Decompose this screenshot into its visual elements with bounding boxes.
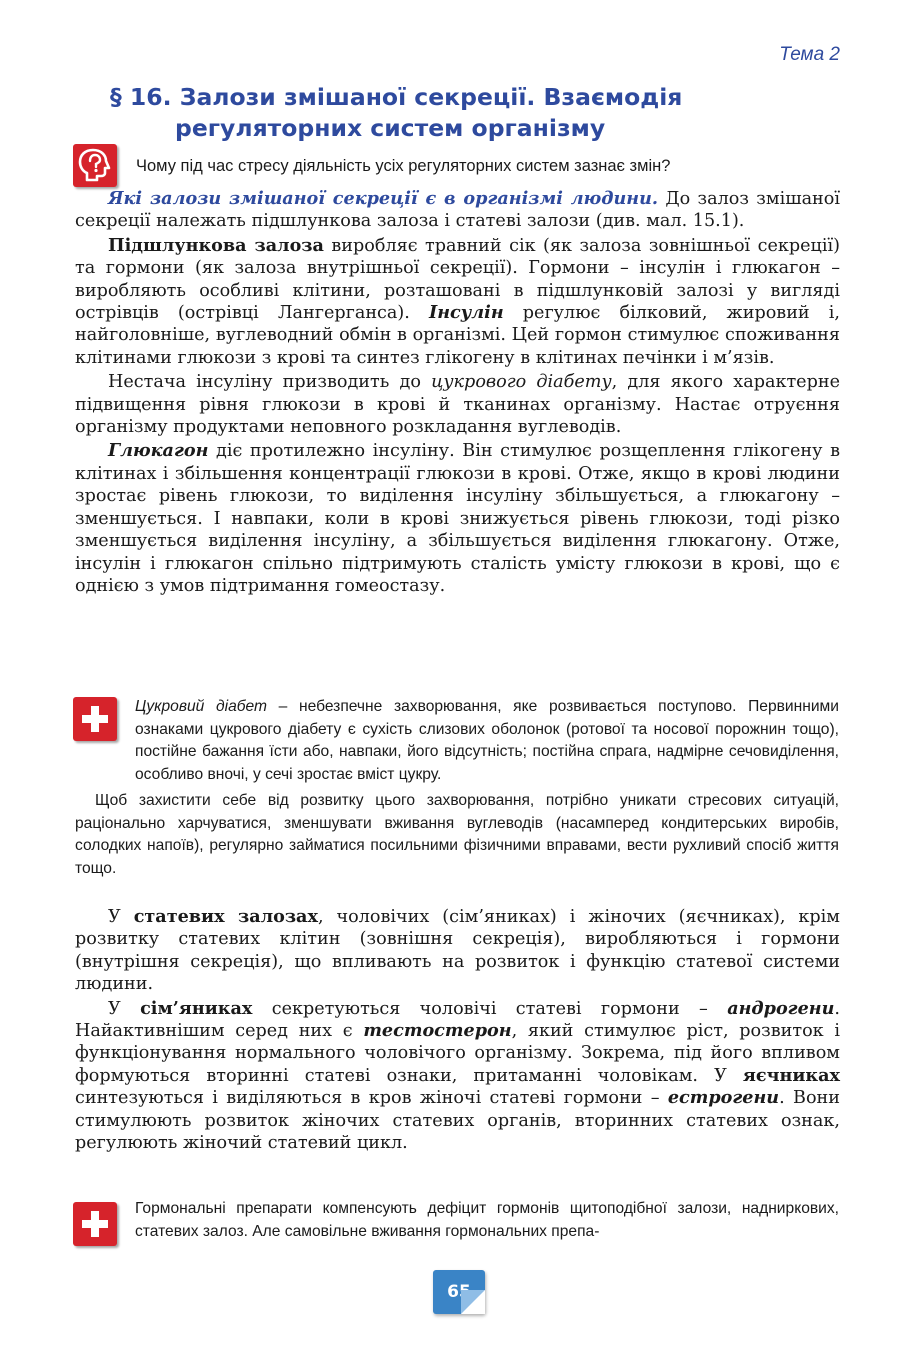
term-diabetes-note: Цукровий діабет (135, 698, 267, 715)
term-pancreas: Підшлункова залоза (108, 234, 324, 256)
term-ovaries: яєчниках (742, 1064, 840, 1086)
paragraph-3 (75, 371, 840, 438)
note-paragraph: Гормональні препарати компенсують дефіцит гормонів щитоподібної залози, надниркових, статевих залоз. Але самовільне вживання гормональних препа- (135, 1200, 839, 1240)
paragraph-2 (75, 235, 840, 369)
term-estrogens: естрогени (667, 1087, 780, 1109)
paragraph-text: Нестача інсуліну призводить до (108, 372, 432, 393)
lesson-question: Чому під час стресу діяльність усіх регуляторних систем зазнає змін? (136, 157, 671, 175)
term-testes: сім’яниках (140, 997, 253, 1019)
title-line-1: § 16. Залози змішаної секреції. Взаємодія (110, 83, 683, 111)
paragraph-text: У (108, 907, 134, 927)
section-lead: Які залози змішаної секреції є в організмі людини. (108, 188, 659, 209)
note-text: – небезпечне захворювання, яке розвивається поступово. Первинними ознаками цукрового діабету є сухість слизових оболонок (ротової та носової порожнин тощо), постійне бажання їсти або, навпаки, його відсутність; постійна спрага, надмірне сечовиділення, особливо вночі, у сечі зростає вміст цукру. (135, 698, 839, 783)
note-box-hormonal-drugs (75, 1198, 839, 1266)
title-line-2: регуляторних систем організму (175, 114, 606, 142)
paragraph-text: У (108, 998, 141, 1019)
paragraph-text: секретуються чоловічі статеві гормони – (252, 998, 728, 1019)
paragraph-text: . Найактивнішим серед них є (75, 998, 840, 1042)
main-text-block-2 (75, 906, 840, 1156)
thinking-head-icon (73, 144, 117, 187)
note-paragraph-1 (75, 696, 839, 786)
paragraph-text: , для якого характерне підвищення рівня глюкози в крові й тканинах організму. Настає отруєння організму продуктами неповного розкладання вуглеводів. (75, 372, 840, 438)
term-diabetes: цукрового діабету (431, 372, 612, 393)
main-text-block-1 (75, 188, 840, 599)
paragraph-text: , який стимулює ріст, розвиток і функціонування нормального чоловічого організму. Зокрема, під його впливом формуються вторинні статеві ознаки, притаманні чоловікам. У (75, 1021, 840, 1086)
note-paragraph-2: Щоб захистити себе від розвитку цього захворювання, потрібно уникати стресових ситуацій, раціонально харчуватися, зменшувати вживання вуглеводів (насамперед кондитерських виробів, солодких напоїв), регулярно займатися посильними фізичними вправами, вести рухливий спосіб життя тощо. (75, 792, 839, 877)
paragraph-5 (75, 906, 840, 996)
paragraph-text: , чоловічих (сім’яниках) і жіночих (яєчниках), крім розвитку статевих клітин (зовнішня секреція), виробляються і гормони (внутрішня секреція), що впливають на розвиток і функцію статевої системи людини. (75, 907, 840, 995)
paragraph-4 (75, 440, 840, 597)
paragraph-6 (75, 998, 840, 1155)
page-number: 65 (447, 1282, 471, 1302)
page-number-badge (433, 1270, 485, 1314)
paragraph-text: . Вони стимулюють розвиток жіночих статевих органів, вторинних статевих ознак, регулюють жіночий статевий цикл. (75, 1088, 840, 1154)
theme-label: Тема 2 (779, 44, 840, 65)
term-insulin: Інсулін (428, 302, 504, 324)
paragraph-text: діє протилежно інсуліну. Він стимулює розщеплення глікогену в клітинах і збільшення концентрації глюкози в крові. Отже, якщо в крові людини зростає рівень глюкози, то виділення інсуліну збільшується, а глюкагону – зменшується. І навпаки, коли в крові знижується рівень глюкози, тоді різко зменшується виділення інсуліну, а збільшується виділення глюкагону. Отже, інсулін і глюкагон спільно підтримують сталість умісту глюкози в крові, що є однією з умов підтримання гомеостазу. (75, 441, 840, 596)
paragraph-text: регулює білковий, жировий і, найголовніше, вуглеводний обмін в організмі. Цей гормон стимулює споживання клітинами глюкози з крові та синтез глікогену в клітинах печінки і м’язів. (75, 303, 840, 368)
term-androgens: андрогени (727, 997, 835, 1019)
page-title (110, 82, 830, 144)
paragraph-1 (75, 188, 840, 233)
note-box-diabetes (75, 696, 839, 880)
term-glucagon: Глюкагон (108, 440, 209, 462)
term-testosterone: тестостерон (363, 1020, 512, 1042)
paragraph-text: До залоз змішаної секреції належать підшлункова залоза і статеві залози (див. мал. 15.1). (75, 189, 840, 232)
paragraph-text: синтезуються і виділяються в кров жіночі статеві гормони – (75, 1088, 668, 1109)
paragraph-text: виробляє травний сік (як залоза зовнішньої секреції) та гормони (як залоза внутрішньої секреції). Гормони – інсулін і глюкагон – виробляють особливі клітини, розташовані в підшлунковій залозі у вигляді острівців (острівці Лангерганса). (75, 235, 840, 324)
term-sex-glands: статевих залозах (133, 906, 318, 927)
